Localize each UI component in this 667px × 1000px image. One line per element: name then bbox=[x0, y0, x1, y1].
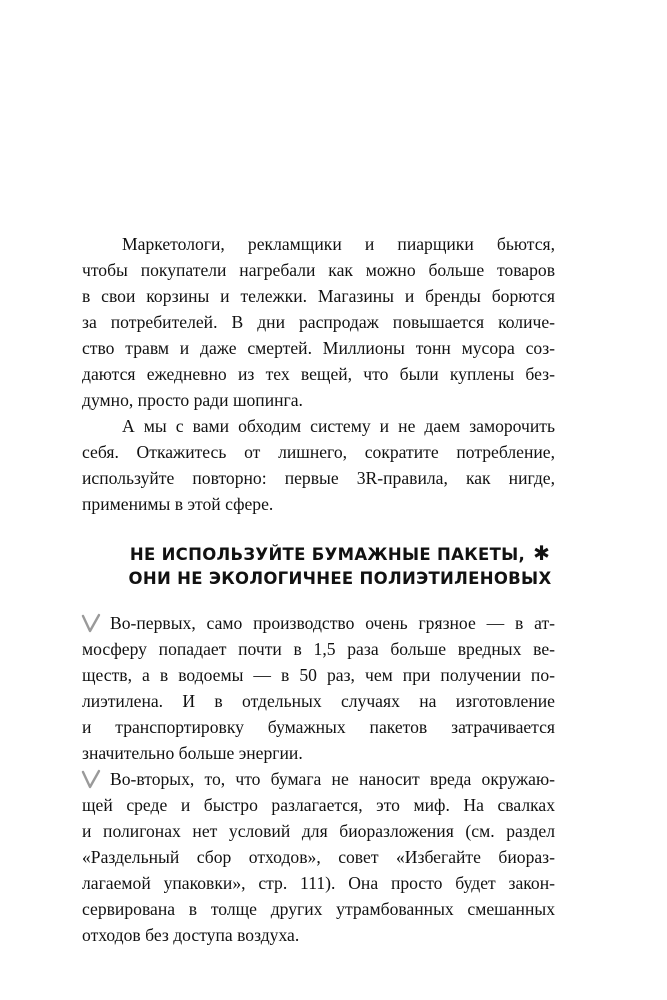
paragraph-1-line: чтобы покупатели нагребали как можно больше товаров bbox=[82, 260, 555, 280]
bullet-2-line: и полигонах нет условий для биоразложения (см. раздел bbox=[82, 821, 555, 841]
paragraph-1-line: за потребителей. В дни распродаж повышается количе- bbox=[82, 312, 555, 332]
bullet-1-line: и транспортировку бумажных пакетов затрачивается bbox=[82, 717, 555, 737]
bullet-2-line: Во-вторых, то, что бумага не наносит вреда окружаю- bbox=[110, 769, 555, 789]
bullet-1-line: значительно больше энергии. bbox=[82, 743, 303, 763]
paragraph-1-line: Маркетологи, рекламщики и пиарщики бьются, bbox=[122, 234, 555, 254]
check-mark-icon bbox=[80, 612, 102, 634]
bullet-2-line: отходов без доступа воздуха. bbox=[82, 925, 300, 945]
section-heading-text: НЕ ИСПОЛЬЗУЙТЕ БУМАЖНЫЕ ПАКЕТЫ, bbox=[129, 545, 526, 564]
section-heading-line-1 bbox=[120, 540, 560, 566]
paragraph-2-line: применимы в этой сфере. bbox=[82, 494, 274, 514]
paragraph-1-line: ство травм и даже смертей. Миллионы тонн мусора соз- bbox=[82, 338, 555, 358]
paragraph-1-line: думно, просто ради шопинга. bbox=[82, 390, 303, 410]
paragraph-2-line: А мы с вами обходим систему и не даем заморочить bbox=[122, 416, 555, 436]
section-heading-line-2: ОНИ НЕ ЭКОЛОГИЧНЕЕ ПОЛИЭТИЛЕНОВЫХ bbox=[128, 569, 552, 588]
bullet-1-line: ществ, а в водоемы — в 50 раз, чем при получении по- bbox=[82, 665, 555, 685]
asterisk-icon: ✱ bbox=[533, 541, 551, 565]
bullet-2-line: сервирована в толще других утрамбованных смешанных bbox=[82, 899, 555, 919]
bullet-2-line: щей среде и быстро разлагается, это миф. На свалках bbox=[82, 795, 555, 815]
bullet-2-line: лагаемой упаковки», стр. 111). Она просто будет закон- bbox=[82, 873, 555, 893]
paragraph-2-line: себя. Откажитесь от лишнего, сократите потребление, bbox=[82, 442, 555, 462]
bullet-1-line: мосферу попадает почти в 1,5 раза больше вредных ве- bbox=[82, 639, 555, 659]
bullet-1-line: Во-первых, само производство очень грязное — в ат- bbox=[110, 613, 555, 633]
paragraph-1-line: даются ежедневно из тех вещей, что были куплены без- bbox=[82, 364, 555, 384]
bullet-1-line: лиэтилена. И в отдельных случаях на изготовление bbox=[82, 691, 555, 711]
paragraph-2-line: используйте повторно: первые 3R-правила, как нигде, bbox=[82, 468, 555, 488]
check-mark-icon bbox=[80, 768, 102, 790]
bullet-2-line: «Раздельный сбор отходов», совет «Избегайте биораз- bbox=[82, 847, 555, 867]
paragraph-1-line: в свои корзины и тележки. Магазины и бренды борются bbox=[82, 286, 555, 306]
